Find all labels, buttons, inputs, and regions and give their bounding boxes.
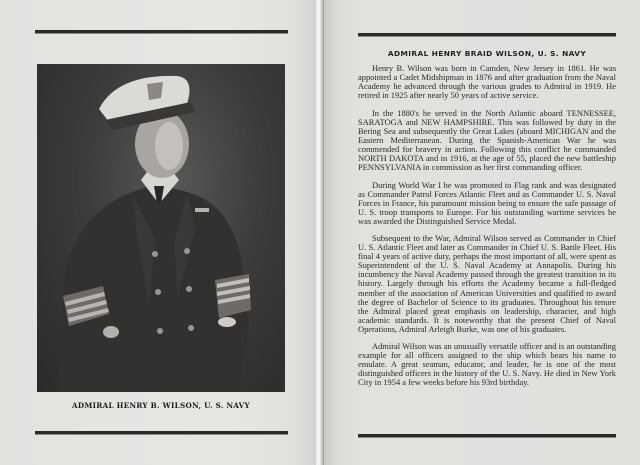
portrait-photo xyxy=(37,64,285,392)
admiral-portrait-illustration xyxy=(37,64,285,392)
bottom-rule xyxy=(358,434,616,437)
biography-text xyxy=(358,64,616,396)
paragraph-legacy: Admiral Wilson was an unusually versatile officer and is an outstanding example for all officers assigned to the ship which bears his name to emulate. A great seaman, educator, and leader, he is one of the most distinguished officers in the history of the U. S. Navy. He died in New York City in 1954 a few weeks before his 93rd birthday. xyxy=(358,341,616,388)
paragraph-early-service: In the 1880's he served in the North Atlantic aboard TENNESSEE, SARATOGA and NEW HAMPSHIRE. This was followed by duty in the Bering Sea and subsequently the Great Lakes (aboard MICHIGAN and the Eastern Mediterranean. During the Spanish-American War he was commended for bravery in action. Following this conflict he commanded NORTH DAKOTA and in 1916, at the age of 55, placed the new battleship PENNSYLVANIA in commission as her first commanding officer. xyxy=(358,107,616,172)
paragraph-birth: Henry B. Wilson was born in Camden, New Jersey in 1861. He was appointed a Cadet Midshipman in 1876 and after graduation from the Naval Academy he advanced through the various grades to Admiral in 1919. He retired in 1925 after nearly 50 years of active service. xyxy=(358,63,616,101)
top-rule xyxy=(358,33,616,36)
biography-heading: ADMIRAL HENRY BRAID WILSON, U. S. NAVY xyxy=(387,49,587,58)
bottom-rule xyxy=(35,431,288,434)
photo-caption: ADMIRAL HENRY B. WILSON, U. S. NAVY xyxy=(72,401,250,410)
page-fold xyxy=(316,0,324,465)
paragraph-postwar: Subsequent to the War, Admiral Wilson served as Commander in Chief U. S. Atlantic Fleet and later as Commander in Chief U. S. Battle Fleet. His final 4 years of active duty, perhaps the most important of all, were spent as Superintendent of the U. S. Naval Academy at Annapolis. During his incumbency the Naval Academy passed through the greatest transition in its history. Largely through his efforts the Academy became a full-fledged member of the association of American Universities and qualified to award the degree of Bachelor of Science to its graduates. Throughout his tenure the Admiral placed great emphasis on leadership, character, and high academic standards. It is noteworthy that the present Chief of Naval Operations, Admiral Arleigh Burke, was one of his graduates. xyxy=(358,233,616,334)
right-page xyxy=(324,0,640,465)
top-rule xyxy=(35,30,288,33)
paragraph-world-war-i: During World War I he was promoted to Flag rank and was designated as Commander Patrol Forces Atlantic Fleet and as Commander U. S. Naval Forces in France, his paramount mission being to ensure the safe passage of U. S. troop transports to Europe. For his outstanding wartime services he was awarded the Distinguished Service Medal. xyxy=(358,179,616,226)
